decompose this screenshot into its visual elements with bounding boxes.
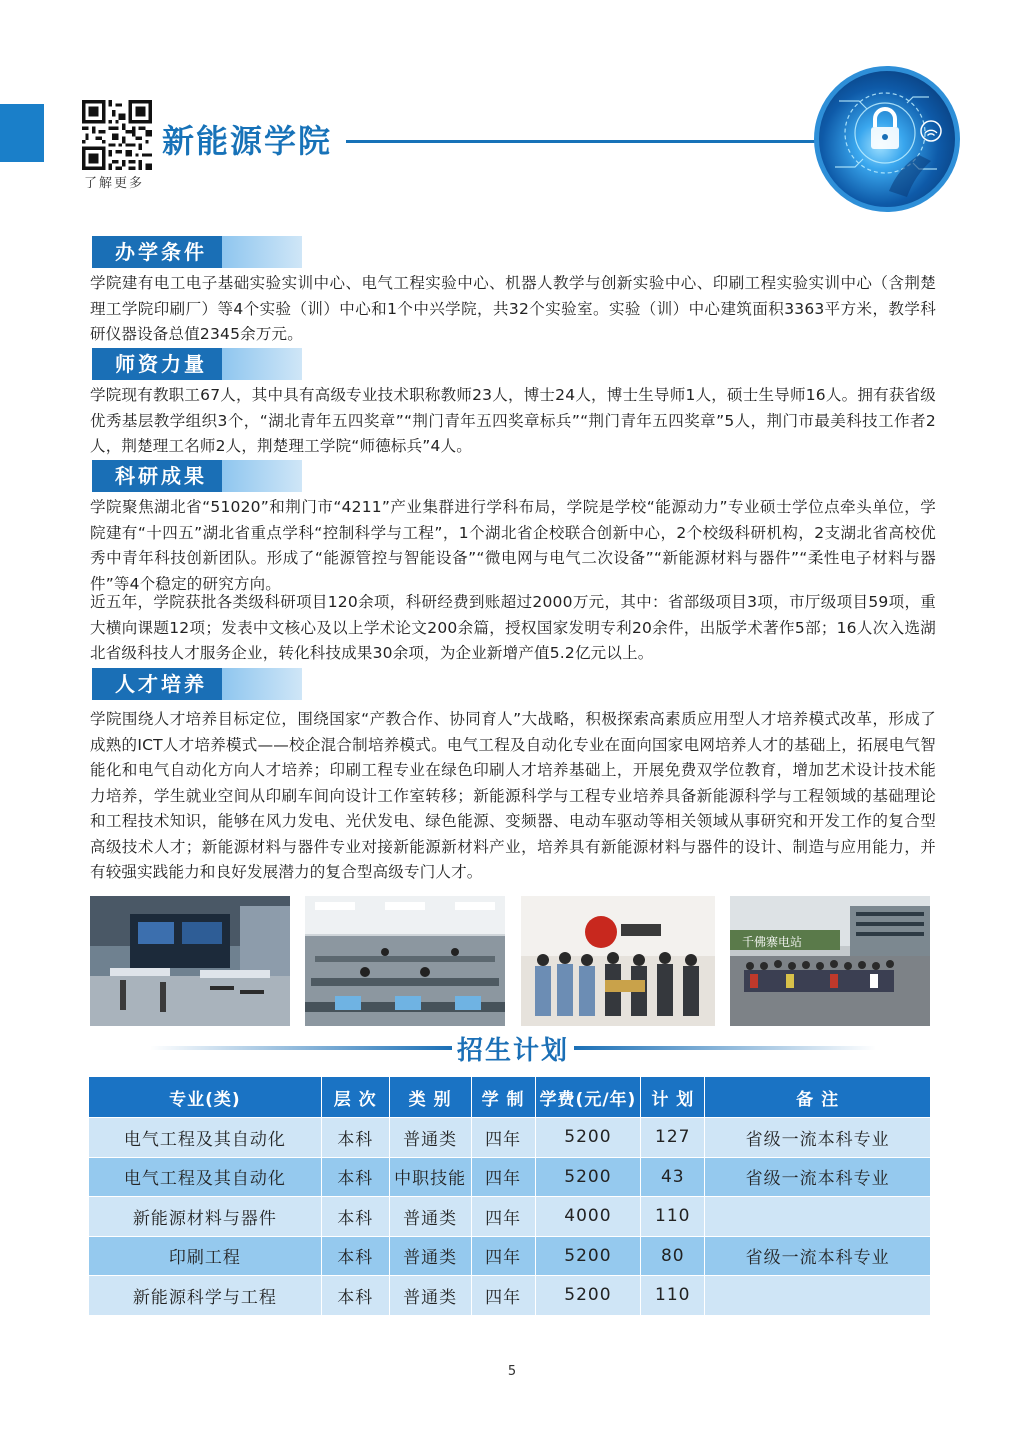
plan-title-line-right [574, 1046, 876, 1050]
cell-quota: 43 [641, 1157, 705, 1197]
header-duration: 学 制 [471, 1077, 535, 1118]
cell-duration: 四年 [471, 1236, 535, 1276]
cell-category: 普通类 [389, 1236, 471, 1276]
cell-quota: 127 [641, 1118, 705, 1158]
cell-remarks [705, 1197, 931, 1237]
cell-tuition: 4000 [535, 1197, 641, 1237]
header-tuition: 学费(元/年) [535, 1077, 641, 1118]
facilities-paragraph: 学院建有电工电子基础实验实训中心、电气工程实验中心、机器人教学与创新实验中心、印刷工程实验实训中心（含荆楚理工学院印刷厂）等4个实验（训）中心和1个中兴学院，共32个实验室。实验（训）中心建筑面积3363平方米，教学科研仪器设备总值2345余万元。 [90, 274, 936, 343]
header-major: 专业(类) [89, 1077, 322, 1118]
section-heading-facilities: 办学条件 [92, 236, 302, 268]
header-level: 层 次 [321, 1077, 389, 1118]
title-underline [346, 140, 836, 143]
cell-level: 本科 [321, 1197, 389, 1237]
research-paragraph-2: 近五年，学院获批各类级科研项目120余项，科研经费到账超过2000万元，其中：省部级项目3项，市厅级项目59项，重大横向课题12项；发表中文核心及以上学术论文200余篇，授权国家发明专利20余件，出版学术著作5部；16人次入选湖北省级科技人才服务企业，转化科技成果30余项，为企业新增产值5.2亿元以上。 [90, 593, 936, 662]
cell-tuition: 5200 [535, 1157, 641, 1197]
cell-duration: 四年 [471, 1197, 535, 1237]
cell-category: 普通类 [389, 1197, 471, 1237]
cell-duration: 四年 [471, 1118, 535, 1158]
enrollment-plan-table [88, 1076, 931, 1316]
cell-remarks: 省级一流本科专业 [705, 1157, 931, 1197]
photo-signing-ceremony [521, 896, 715, 1026]
cell-major: 新能源材料与器件 [89, 1197, 322, 1237]
section-heading-research: 科研成果 [92, 460, 302, 492]
page-number: 5 [507, 1364, 517, 1379]
cell-major: 新能源科学与工程 [89, 1276, 322, 1316]
cell-major: 电气工程及其自动化 [89, 1157, 322, 1197]
cell-remarks: 省级一流本科专业 [705, 1236, 931, 1276]
photo-group-visit [730, 896, 930, 1026]
section-heading-talent: 人才培养 [92, 668, 302, 700]
cell-category: 普通类 [389, 1118, 471, 1158]
cell-quota: 80 [641, 1236, 705, 1276]
table-row [89, 1197, 931, 1237]
talent-paragraph: 学院围绕人才培养目标定位，围绕国家“产教合作、协同育人”大战略，积极探索高素质应用型人才培养模式改革，形成了成熟的ICT人才培养模式——校企混合制培养模式。电气工程及自动化专业在面向国家电网培养人才的基础上，拓展电气智能化和电气自动化方向人才培养；印刷工程专业在绿色印刷人才培养基础上，开展免费双学位教育，增加艺术设计技术能力培养，学生就业空间从印刷车间向设计工作室转移；新能源科学与工程专业培养具备新能源科学与工程领域的基础理论和工程技术知识，能够在风力发电、光伏发电、绿色能源、变频器、电动车驱动等相关领域从事研究和开发工作的复合型高级技术人才；新能源材料与器件专业对接新能源新材料产业，培养具有新能源材料与器件的设计、制造与应用能力，并有较强实践能力和良好发展潜力的复合型高级专门人才。 [90, 710, 936, 881]
lock-icon [871, 109, 899, 149]
table-header-row [89, 1077, 931, 1118]
cell-remarks [705, 1276, 931, 1316]
cell-tuition: 5200 [535, 1236, 641, 1276]
cell-tuition: 5200 [535, 1118, 641, 1158]
cell-level: 本科 [321, 1236, 389, 1276]
cell-major: 电气工程及其自动化 [89, 1118, 322, 1158]
cell-duration: 四年 [471, 1157, 535, 1197]
section-heading-faculty: 师资力量 [92, 348, 302, 380]
table-row [89, 1236, 931, 1276]
cell-major: 印刷工程 [89, 1236, 322, 1276]
plan-title: 招生计划 [456, 1036, 569, 1066]
plan-title-line-left [150, 1046, 452, 1050]
cell-quota: 110 [641, 1197, 705, 1237]
cell-duration: 四年 [471, 1276, 535, 1316]
cell-level: 本科 [321, 1276, 389, 1316]
photo-robot-lab [90, 896, 290, 1026]
qr-code[interactable] [82, 100, 152, 170]
photo-computer-lab [305, 896, 505, 1026]
research-paragraph-1: 学院聚焦湖北省“51020”和荆门市“4211”产业集群进行学科布局，学院是学校“能源动力”专业硕士学位点牵头单位，学院建有“十四五”湖北省重点学科“控制科学与工程”，1个湖北省企校联合创新中心，2个校级科研机构，2支湖北省高校优秀中青年科技创新团队。形成了“能源管控与智能设备”“微电网与电气二次设备”“新能源材料与器件”“柔性电子材料与器件”等4个稳定的研究方向。 [90, 498, 936, 593]
tech-lock-illustration [814, 66, 960, 212]
page-title: 新能源学院 [162, 122, 333, 160]
qr-caption: 了解更多 [84, 176, 145, 191]
side-color-tab [0, 104, 44, 162]
cell-level: 本科 [321, 1118, 389, 1158]
header-quota: 计 划 [641, 1077, 705, 1118]
cell-category: 中职技能 [389, 1157, 471, 1197]
photo-sign-text: 千佛寨电站 [742, 935, 803, 949]
header-category: 类 别 [389, 1077, 471, 1118]
table-row [89, 1157, 931, 1197]
faculty-paragraph: 学院现有教职工67人，其中具有高级专业技术职称教师23人，博士24人，博士生导师1人，硕士生导师16人。拥有获省级优秀基层教学组织3个，“湖北青年五四奖章”“荆门青年五四奖章标兵”“荆门青年五四奖章”5人，荆门市最美科技工作者2人，荆楚理工名师2人，荆楚理工学院“师德标兵”4人。 [90, 386, 936, 455]
table-row [89, 1118, 931, 1158]
cell-remarks: 省级一流本科专业 [705, 1118, 931, 1158]
cell-level: 本科 [321, 1157, 389, 1197]
cell-tuition: 5200 [535, 1276, 641, 1316]
header-remarks: 备 注 [705, 1077, 931, 1118]
cell-quota: 110 [641, 1276, 705, 1316]
table-row [89, 1276, 931, 1316]
cell-category: 普通类 [389, 1276, 471, 1316]
